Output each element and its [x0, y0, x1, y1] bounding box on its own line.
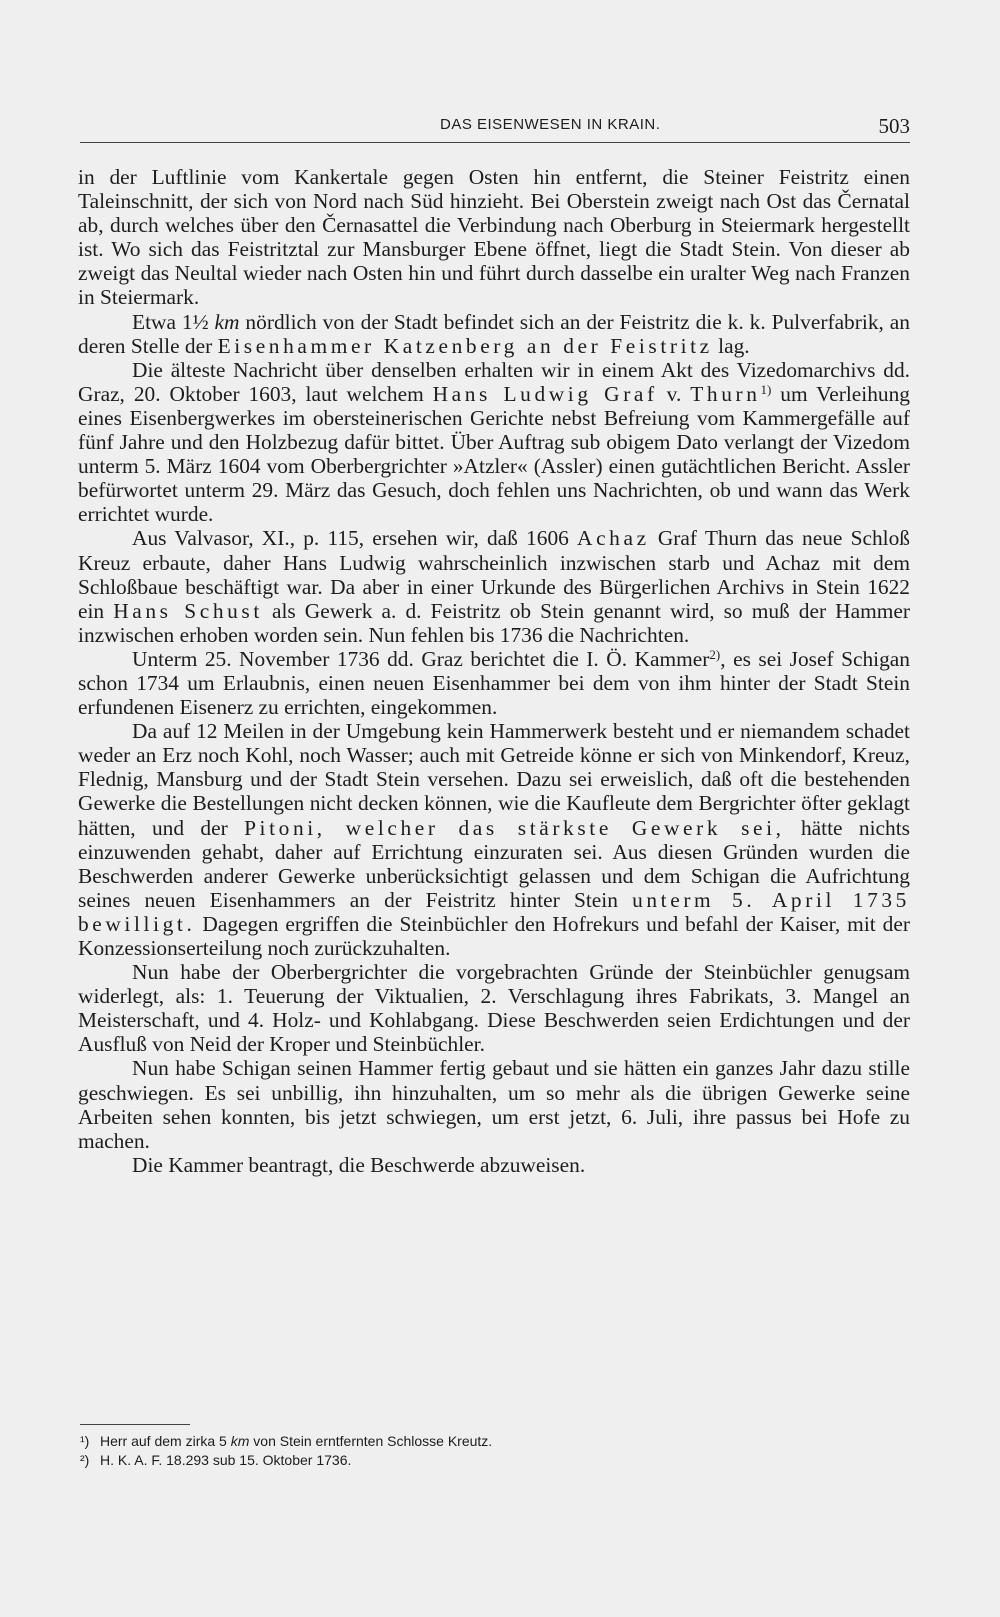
text-run: Die Kammer beantragt, die Beschwerde abzuweisen.: [132, 1152, 586, 1177]
text-run: in der Luftlinie vom Kankertale gegen Osten hin entfernt, die Steiner Feistritz einen Taleinschnitt, der sich von Nord nach Süd hinzieht. Bei Oberstein zweigt nach Ost das Černatal ab, durch welches über den Černasattel die Verbindung nach Oberburg in Steiermark hergestellt ist. Wo sich das Feistritztal zur Mansburger Ebene öffnet, liegt die Stadt Stein. Von dieser ab zweigt das Neultal wieder nach Osten hin und führt durch dasselbe ein uralter Weg nach Franzen in Steiermark.: [78, 165, 910, 310]
text-run: lag.: [712, 333, 750, 358]
spaced-emphasis: unterm 5. April 1735 bewilligt.: [78, 887, 910, 936]
text-run: Nun habe der Oberbergrichter die vorgebrachten Gründe der Steinbüchler genugsam widerlegt, als: 1. Teuerung der Viktualien, 2. Verschlagung ihres Fabrikats, 3. Mangel an Meisterschaft, und 4. Holz- und Kohlabgang. Diese Beschwerden seien Erdichtungen und der Ausfluß von Neid der Kroper und Steinbüchler.: [78, 960, 910, 1057]
text-run: H. K. A. F. 18.293 sub 15. Oktober 1736.: [100, 1452, 352, 1468]
spaced-emphasis: Hans Ludwig Graf: [432, 381, 658, 406]
footnote-mark: ²): [80, 1452, 90, 1468]
text-run: Aus Valvasor, XI., p. 115, ersehen wir, daß 1606: [132, 526, 578, 551]
footnotes: [80, 1432, 910, 1470]
text-run: Nun habe Schigan seinen Hammer fertig gebaut und sie hätten ein ganzes Jahr dazu stille geschwiegen. Es sei unbillig, ihn hinzuhalten, um so mehr als die übrigen Gewerke seine Arbeiten sehen konnten, bis jetzt schwiegen, um erst jetzt, 6. Juli, ihre passus bei Hofe zu machen.: [78, 1056, 910, 1153]
text-run: als Gewerk a. d. Feistritz ob Stein genannt wird, so muß der Hammer inzwischen erhoben worden sein. Nun fehlen bis 1736 die Nachrichten.: [78, 598, 910, 647]
footnote-reference: 1): [760, 381, 772, 397]
text-run: Dagegen ergriffen die Steinbüchler den Hofrekurs und befahl der Kaiser, mit der Konzessionserteilung noch zurückzuhalten.: [78, 911, 910, 960]
text-run: Graf Thurn das neue Schloß Kreuz erbaute, daher Hans Ludwig wahrscheinlich inzwischen starb und Achaz mit dem Schloßbaue beschäftigt war. Da aber in einer Urkunde des Bürgerlichen Archivs in Stein 1622 ein: [78, 526, 910, 623]
footnote-mark: ¹): [80, 1433, 90, 1449]
spaced-emphasis: Hans Schust: [113, 598, 263, 623]
paragraph: [78, 310, 910, 358]
paragraph: [78, 647, 910, 719]
text-run: nördlich von der Stadt befindet sich an der Feistritz die k. k. Pulverfabrik, an deren Stelle der: [78, 309, 910, 358]
paragraph: [78, 1153, 910, 1177]
paragraph: [78, 1056, 910, 1152]
footnote-divider: [80, 1424, 190, 1425]
spaced-emphasis: Thurn: [690, 381, 761, 406]
text-run: Herr auf dem zirka 5: [100, 1433, 231, 1449]
page-number: 503: [878, 114, 910, 138]
italic-text: km: [214, 309, 240, 334]
text-run: , es sei Josef Schigan schon 1734 um Erlaubnis, einen neuen Eisenhammer bei dem von ihm hinter der Stadt Stein erfundenen Eisenerz zu errichten, eingekommen.: [78, 646, 910, 720]
text-run: Etwa 1½: [132, 309, 215, 334]
text-run: Unterm 25. November 1736 dd. Graz berichtet die I. Ö. Kammer: [132, 646, 710, 671]
text-run: v.: [657, 381, 691, 406]
text-run: hätte nichts einzuwenden gehabt, daher auf Errichtung einzuraten sei. Aus diesen Gründen wurden die Beschwerden anderer Gewerke unberücksichtigt gelassen und dem Schigan die Aufrichtung seines neuen Eisenhammers an der Feistritz hinter Stein: [78, 815, 910, 912]
text-run: Da auf 12 Meilen in der Umgebung kein Hammerwerk besteht und er niemandem schadet weder an Erz noch Kohl, noch Wasser; auch mit Getreide könne er sich von Minkendorf, Kreuz, Flednig, Mansburg und der Stadt Stein versehen. Dazu sei erweislich, daß oft die bestehenden Gewerke die Bestellungen nicht decken können, wie die Kaufleute dem Bergrichter öfter geklagt hätten, und der: [78, 719, 910, 840]
paragraph: [78, 526, 910, 646]
paragraph: [78, 358, 910, 527]
footnote: [80, 1432, 910, 1451]
spaced-emphasis: Pitoni, welcher das stärkste Gewerk sei,: [244, 815, 785, 840]
text-run: Die älteste Nachricht über denselben erhalten wir in einem Akt des Vizedomarchivs dd. Graz, 20. Oktober 1603, laut welchem: [78, 357, 910, 406]
spaced-emphasis: Achaz: [577, 526, 650, 551]
body-text: [78, 165, 910, 1177]
running-title: DAS EISENWESEN IN KRAIN.: [440, 116, 661, 133]
paragraph: [78, 165, 910, 310]
footnote: [80, 1451, 910, 1470]
paragraph: [78, 719, 910, 960]
footnote-reference: 2): [709, 646, 721, 662]
spaced-emphasis: Eisenhammer Katzenberg an der Feistritz: [217, 333, 713, 358]
italic-text: km: [230, 1433, 250, 1449]
text-run: von Stein erntfernten Schlosse Kreutz.: [249, 1433, 493, 1449]
page-header: [80, 116, 910, 143]
text-run: um Verleihung eines Eisenbergwerkes im obersteinerischen Gerichte nebst Befreiung vom Kammergefälle auf fünf Jahre und den Holzbezug dafür bittet. Über Auftrag sub obigem Dato verlangt der Vizedom unterm 5. März 1604 vom Oberbergrichter »Atzler« (Assler) einen gutächtlichen Bericht. Assler befürwortet unterm 29. März das Gesuch, doch fehlen uns Nachrichten, ob und wann das Werk errichtet wurde.: [78, 381, 910, 527]
paragraph: [78, 960, 910, 1056]
